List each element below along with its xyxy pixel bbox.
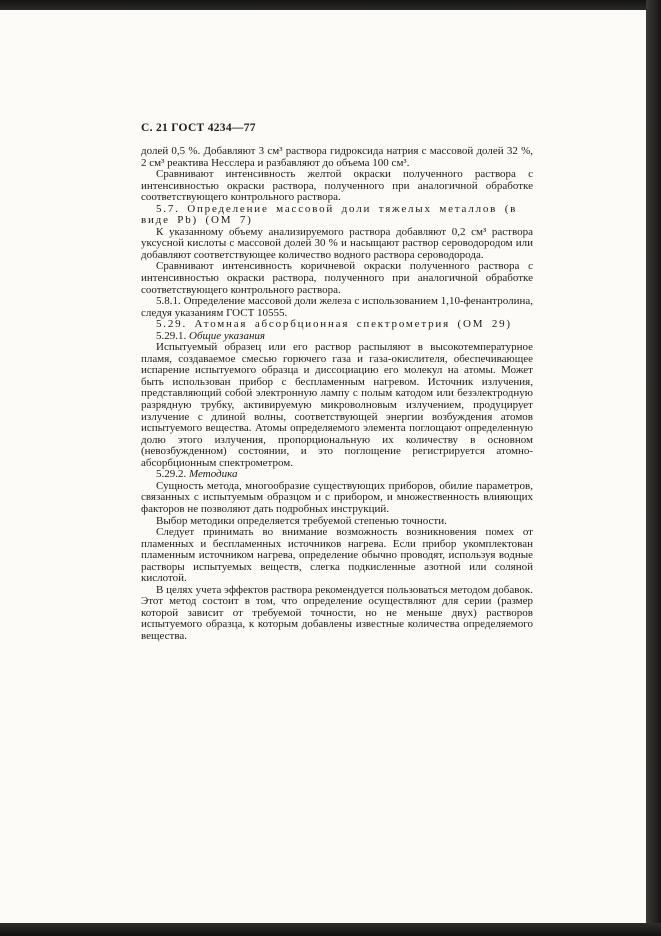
paragraph: долей 0,5 %. Добавляют 3 см³ раствора гидроксида натрия с массовой долей 32 %, 2 см³ реактива Несслера и разбавляют до объема 100 см³. (141, 145, 533, 169)
scan-edge-top (0, 0, 661, 10)
paragraph: Сущность метода, многообразие существующих приборов, обилие параметров, связанных с испытуемым образцом и с прибором, и множественность влияющих факторов не позволяют дать подробных инструкций. (141, 479, 533, 515)
section-title: Общие указания (189, 329, 266, 342)
paragraph: Сравнивают интенсивность коричневой окраски полученного раствора с интенсивностью окраски раствора, полученного при аналогичной обработке соответствующего контрольного раствора. (141, 260, 533, 296)
paragraph: 5.7. Определение массовой доли тяжелых металлов (в виде Pb) (ОМ 7) (141, 202, 518, 227)
section-number: 5.29.1. (156, 329, 189, 342)
paragraph: Сравнивают интенсивность желтой окраски полученного раствора с интенсивностью окраски раствора, полученного при аналогичной обработке соответствующего контрольного раствора. (141, 168, 533, 204)
paragraph: Выбор методики определяется требуемой степенью точности. (156, 514, 447, 527)
scan-edge-right (646, 0, 661, 936)
section-number: 5.29.2. (156, 468, 189, 481)
paragraph: К указанному объему анализируемого раствора добавляют 0,2 см³ раствора уксусной кислоты с массовой долей 30 % и насыщают раствор сероводородом или добавляют соответствующее количество водного раствора сероводорода. (141, 225, 533, 261)
scan-edge-bottom (0, 923, 661, 936)
paragraph: Следует принимать во внимание возможность возникновения помех от пламенных и беспламенных источников нагрева. Если прибор укомплектован пламенным источником нагрева, определение обычно проводят, используя водные растворы испытуемых веществ, слегка подкисленные азотной или соляной кислотой. (141, 526, 533, 585)
page-header: С. 21 ГОСТ 4234—77 (141, 122, 256, 134)
document-body (141, 146, 533, 643)
paragraph: В целях учета эффектов раствора рекомендуется пользоваться методом добавок. Этот метод состоит в том, что определение осуществляют для серии (размер которой зависит от требуемой точности, но не меньше двух) растворов испытуемого образца, к которым добавлены известные количества определяемого вещества. (141, 583, 533, 642)
paragraph: 5.8.1. Определение массовой доли железа с использованием 1,10-фенантролина, следуя указаниям ГОСТ 10555. (141, 295, 533, 319)
section-title: Методика (189, 468, 238, 481)
page-content (141, 122, 533, 643)
paragraph: 5.29. Атомная абсорбционная спектрометрия (ОМ 29) (156, 318, 512, 331)
paragraph: Испытуемый образец или его раствор распыляют в высокотемпературное пламя, создаваемое смесью горючего газа и газа-окислителя, обеспечивающее испарение испытуемого образца и диссоциацию его молекул на атомы. Может быть использован прибор с беспламенным нагревом. Источник излучения, представляющий собой электронную лампу с полым катодом или безэлектродную разрядную трубку, активируемую микроволновым излучением, продуцирует излучение с длиной волны, соответствующей энергии возбуждения атомов испытуемого вещества. Атомы определяемого элемента поглощают определенную долю этого излучения, пропорциональную их количеству в основном (невозбужденном) состоянии, и это поглощение регистрируется атомно-абсорбционным спектрометром. (141, 341, 533, 469)
